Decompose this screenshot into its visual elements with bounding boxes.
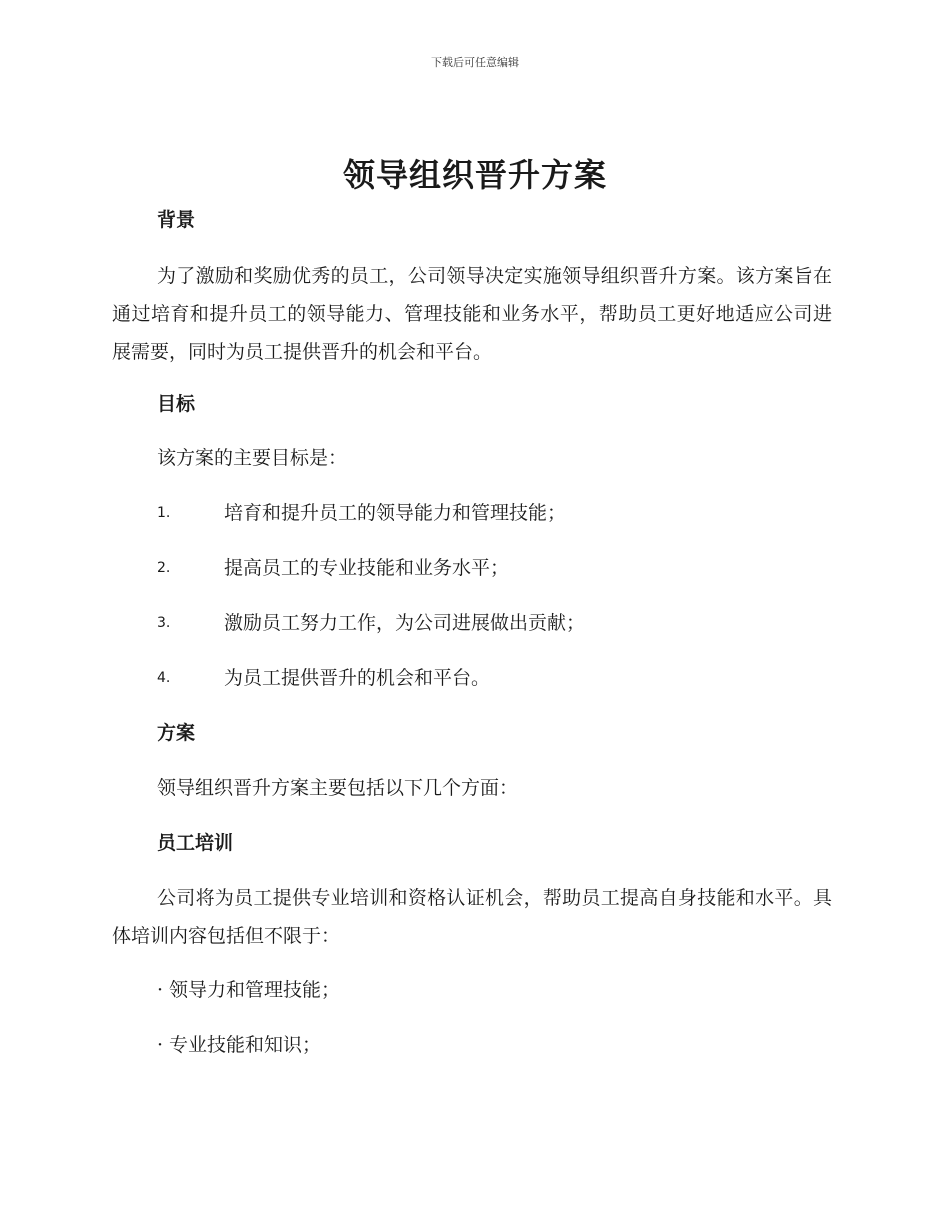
- list-text: 领导力和管理技能；: [169, 979, 341, 1001]
- list-text: 培育和提升员工的领导能力和管理技能；: [224, 502, 567, 524]
- document-body: [112, 205, 832, 1060]
- paragraph-background: 为了激励和奖励优秀的员工，公司领导决定实施领导组织晋升方案。该方案旨在通过培育和提升员工的领导能力、管理技能和业务水平，帮助员工更好地适应公司进展需要，同时为员工提供晋升的机会和平台。: [112, 265, 832, 363]
- list-item: [157, 608, 832, 638]
- list-item: [157, 498, 832, 528]
- document-title: 领导组织晋升方案: [342, 156, 607, 194]
- list-number: 4.: [157, 670, 171, 686]
- list-number: 2.: [157, 560, 171, 576]
- header-note: 下载后可任意编辑: [431, 56, 519, 69]
- list-item: [157, 1030, 832, 1060]
- list-item: [157, 663, 832, 693]
- bullet-dot: ·: [157, 979, 164, 1001]
- heading-background: 背景: [157, 209, 196, 231]
- bullet-dot: ·: [157, 1034, 164, 1056]
- list-text: 为员工提供晋升的机会和平台。: [224, 667, 491, 689]
- heading-goals: 目标: [157, 393, 196, 415]
- list-item: [157, 553, 832, 583]
- paragraph-training: 公司将为员工提供专业培训和资格认证机会，帮助员工提高自身技能和水平。具体培训内容包括但不限于：: [112, 887, 832, 947]
- plan-intro: 领导组织晋升方案主要包括以下几个方面：: [157, 777, 519, 799]
- list-item: [157, 975, 832, 1005]
- list-text: 激励员工努力工作，为公司进展做出贡献；: [224, 612, 586, 634]
- list-number: 3.: [157, 615, 171, 631]
- heading-training: 员工培训: [157, 832, 234, 854]
- list-text: 专业技能和知识；: [169, 1034, 322, 1056]
- list-number: 1.: [157, 505, 171, 521]
- list-text: 提高员工的专业技能和业务水平；: [224, 557, 510, 579]
- goals-intro: 该方案的主要目标是：: [157, 447, 348, 469]
- heading-plan: 方案: [157, 722, 196, 744]
